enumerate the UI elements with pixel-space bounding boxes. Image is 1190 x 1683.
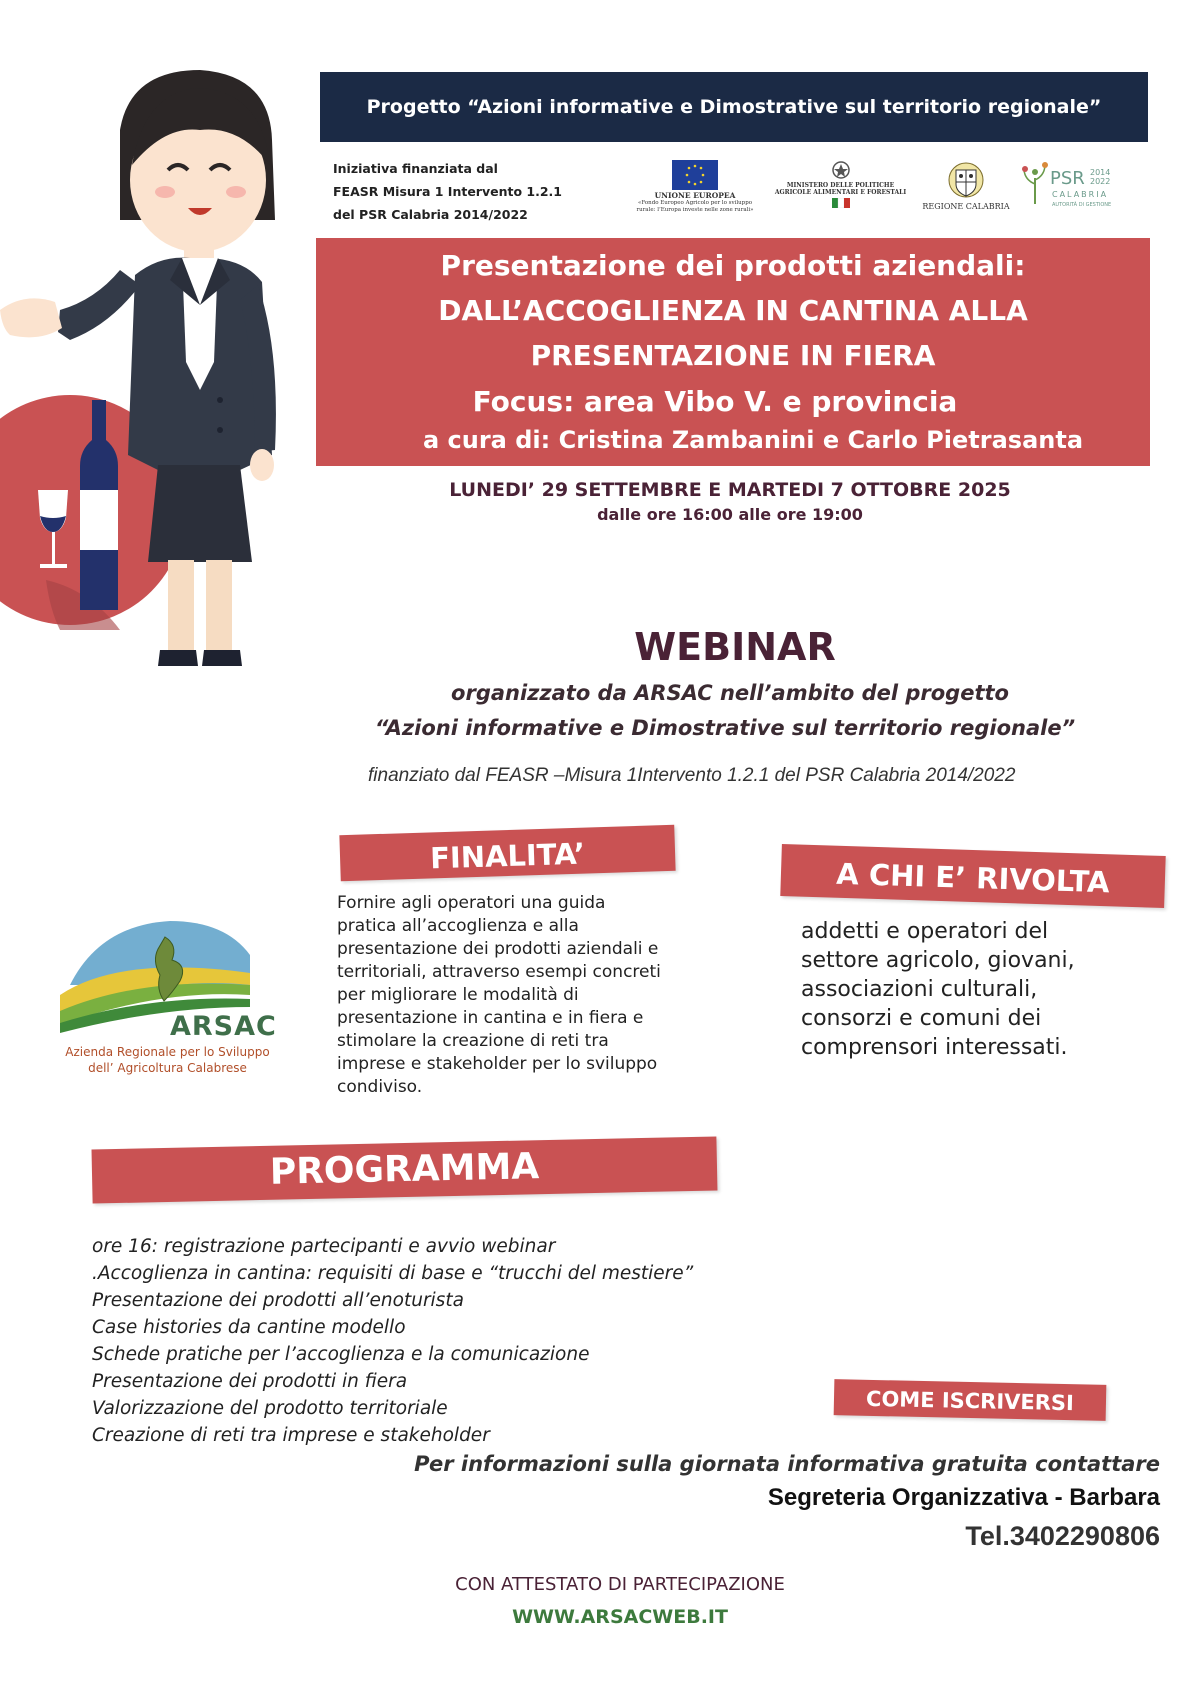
- programma-item: Valorizzazione del prodotto territoriale: [92, 1398, 448, 1419]
- eu-logo: [630, 160, 760, 213]
- finalita-line: per migliorare le modalità di: [337, 985, 579, 1005]
- eu-title: UNIONE EUROPEA: [654, 191, 736, 200]
- finalita-text: [337, 892, 737, 1099]
- title-box: [316, 238, 1150, 466]
- iscriversi-tag: [834, 1379, 1107, 1421]
- finalita-line: stimolare la creazione di reti tra: [337, 1031, 609, 1051]
- finalita-line: imprese e stakeholder per lo sviluppo: [337, 1054, 658, 1074]
- psr-main: PSR: [1050, 168, 1085, 189]
- webinar-title: WEBINAR: [634, 625, 836, 669]
- arsac-line-2: dell’ Agricoltura Calabrese: [88, 1061, 247, 1075]
- finalita-line: presentazione dei prodotti aziendali e: [337, 939, 659, 959]
- psr-logo: [1020, 160, 1120, 216]
- initiative-line: FEASR Misura 1 Intervento 1.2.1: [333, 184, 562, 199]
- finalita-line: territoriali, attraverso esempi concreti: [337, 962, 661, 982]
- initiative-text: [333, 157, 583, 226]
- rivolta-text: [801, 917, 1161, 1062]
- rivolta-line: comprensori interessati.: [801, 1035, 1068, 1060]
- programma-item: Case histories da cantine modello: [92, 1317, 406, 1338]
- title-line-2: DALL’ACCOGLIENZA IN CANTINA ALLA: [438, 294, 1028, 327]
- programma-item: Creazione di reti tra imprese e stakeholder: [92, 1425, 490, 1446]
- psr-sub: AUTORITÀ DI GESTIONE: [1052, 202, 1112, 208]
- psr-years: 2014 2022: [1090, 168, 1111, 186]
- initiative-line: del PSR Calabria 2014/2022: [333, 207, 528, 222]
- contact-phone: Tel.3402290806: [965, 1521, 1160, 1551]
- title-focus: Focus: area Vibo V. e provincia: [472, 385, 958, 418]
- project-title: Progetto “Azioni informative e Dimostrative sul territorio regionale”: [366, 96, 1102, 118]
- title-line-1: Presentazione dei prodotti aziendali:: [440, 249, 1026, 282]
- rivolta-line: addetti e operatori del: [801, 919, 1049, 944]
- rivolta-line: settore agricolo, giovani,: [801, 948, 1075, 973]
- psr-tree-icon: [1020, 160, 1050, 204]
- event-hours: dalle ore 16:00 alle ore 19:00: [597, 505, 863, 524]
- programma-item: Presentazione dei prodotti in fiera: [92, 1371, 408, 1392]
- arsac-line-1: Azienda Regionale per lo Sviluppo: [65, 1045, 270, 1059]
- eu-flag-icon: [672, 160, 718, 190]
- finalita-line: presentazione in cantina e in fiera e: [337, 1008, 644, 1028]
- eu-caption: «Fondo Europeo Agricolo per lo sviluppo rurale: l’Europa investe nelle zone rurali»: [636, 200, 754, 213]
- ministry-name: MINISTERO DELLE POLITICHE AGRICOLE ALIMENTARI E FORESTALI: [774, 182, 907, 196]
- programma-tag: [92, 1136, 718, 1203]
- info-text: Per informazioni sulla giornata informativa gratuita contattare: [414, 1452, 1160, 1476]
- rivolta-line: associazioni culturali,: [801, 977, 1038, 1002]
- italy-flag-icon: [832, 198, 850, 208]
- programma-label: PROGRAMMA: [269, 1146, 540, 1193]
- ministry-emblem-icon: [831, 160, 851, 180]
- finalita-line: condiviso.: [337, 1077, 423, 1097]
- website-link[interactable]: WWW.ARSACWEB.IT: [512, 1606, 728, 1628]
- arsac-name: ARSAC: [170, 1011, 277, 1042]
- programma-item: .Accoglienza in cantina: requisiti di base e “trucchi del mestiere”: [92, 1263, 694, 1284]
- programma-list: [92, 1233, 812, 1449]
- finalita-line: Fornire agli operatori una guida: [337, 893, 606, 913]
- event-dates: LUNEDI’ 29 SETTEMBRE E MARTEDI 7 OTTOBRE 2025: [449, 479, 1011, 501]
- contact-name: Segreteria Organizzativa - Barbara: [767, 1484, 1160, 1511]
- project-banner: [320, 72, 1148, 142]
- rivolta-label: A CHI E’ RIVOLTA: [835, 856, 1111, 900]
- finalita-tag: [339, 825, 675, 881]
- webinar-financing: finanziato dal FEASR –Misura 1Intervento 1.2.1 del PSR Calabria 2014/2022: [368, 765, 1016, 786]
- webinar-organizer: organizzato da ARSAC nell’ambito del progetto: [451, 681, 1009, 705]
- regione-calabria-logo: [916, 160, 1016, 211]
- webinar-project: “Azioni informative e Dimostrative sul territorio regionale”: [374, 716, 1076, 740]
- programma-item: Schede pratiche per l’accoglienza e la comunicazione: [92, 1344, 590, 1365]
- regione-crest-icon: [948, 160, 984, 200]
- initiative-line: Iniziativa finanziata dal: [333, 161, 498, 176]
- finalita-label: FINALITA’: [429, 836, 586, 876]
- attestato-note: CON ATTESTATO DI PARTECIPAZIONE: [455, 1574, 785, 1595]
- finalita-line: pratica all’accoglienza e alla: [337, 916, 579, 936]
- arsac-logo: [60, 915, 275, 1085]
- hostess-illustration: [0, 70, 310, 730]
- regione-name: REGIONE CALABRIA: [922, 202, 1010, 211]
- psr-calabria: CALABRIA: [1052, 190, 1109, 199]
- title-authors: a cura di: Cristina Zambanini e Carlo Pietrasanta: [422, 426, 1084, 454]
- iscriversi-label: COME ISCRIVERSI: [865, 1386, 1075, 1416]
- rivolta-tag: [780, 844, 1165, 908]
- rivolta-line: consorzi e comuni dei: [801, 1006, 1042, 1031]
- title-line-3: PRESENTAZIONE IN FIERA: [530, 339, 936, 372]
- programma-item: Presentazione dei prodotti all’enoturista: [92, 1290, 464, 1311]
- ministry-logo: [768, 160, 913, 208]
- programma-item: ore 16: registrazione partecipanti e avvio webinar: [92, 1236, 556, 1257]
